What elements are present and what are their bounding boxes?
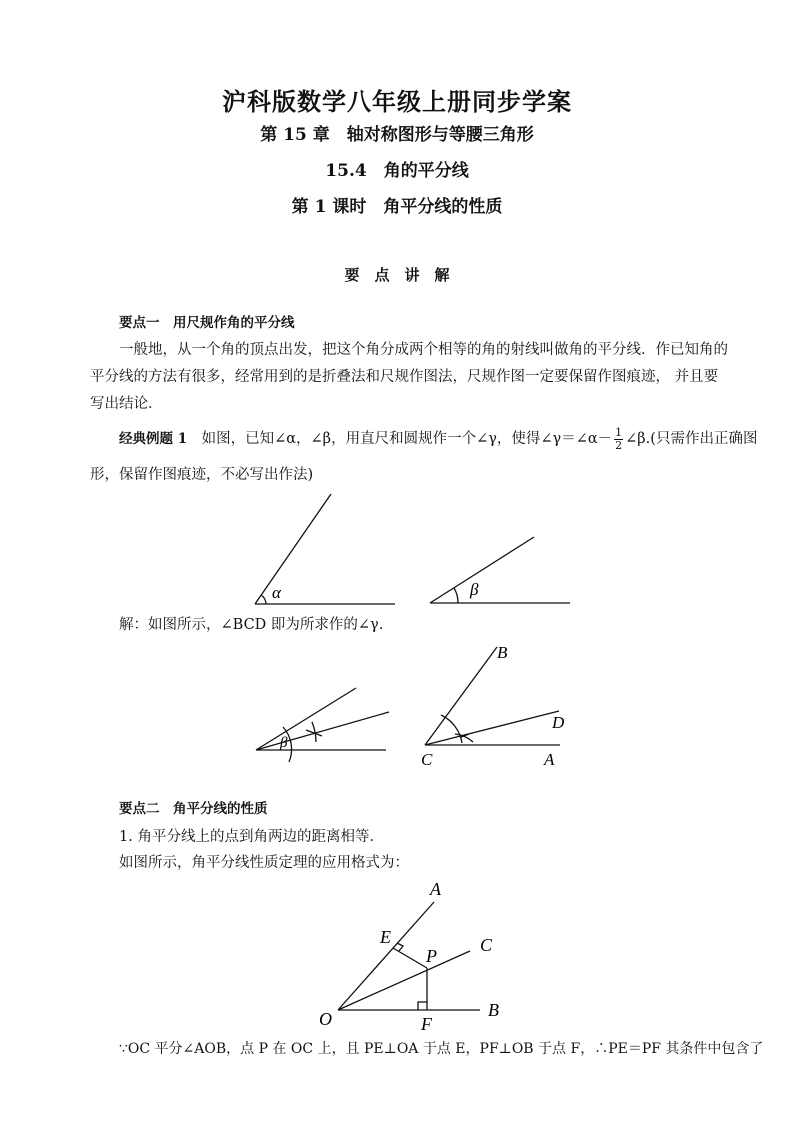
beta-label: β <box>470 580 479 599</box>
point2-heading: 要点二 角平分线的性质 <box>119 801 268 817</box>
point-A-label: A <box>544 750 555 769</box>
section-title: 15.4 角的平分线 <box>325 161 469 181</box>
fig-P-label: P <box>426 946 437 966</box>
fig-F-label: F <box>421 1014 432 1034</box>
point2-rule: 1. 角平分线上的点到角两边的距离相等． <box>119 829 384 845</box>
point-C-label: C <box>421 750 433 769</box>
lesson-title: 第 1 课时 角平分线的性质 <box>291 197 503 217</box>
example1-text-after: ∠β.(只需作出正确图 <box>625 431 758 447</box>
example1-line2: 形，保留作图痕迹，不必写出作法) <box>90 467 314 483</box>
fig-A-label: A <box>430 879 441 899</box>
point2-conclusion: ∵OC 平分∠AOB，点 P 在 OC 上，且 PE⊥OA 于点 E，PF⊥OB 于点 F，∴PE＝PF 其条件中包含了 <box>119 1041 764 1057</box>
key-points-heading: 要 点 讲 解 <box>344 266 450 284</box>
point-B-label: B <box>497 643 508 662</box>
point1-line3: 写出结论． <box>90 396 163 412</box>
solution-text: 解：如图所示，∠BCD 即为所求作的∠γ. <box>119 617 384 633</box>
chapter-title: 第 15 章 轴对称图形与等腰三角形 <box>260 125 534 145</box>
fig-C-label: C <box>480 935 493 955</box>
point2-intro: 如图所示，角平分线性质定理的应用格式为： <box>119 855 409 871</box>
point1-line2: 平分线的方法有很多，经常用到的是折叠法和尺规作图法，尺规作图一定要保留作图痕迹， 并且要 <box>90 369 719 385</box>
example1-label: 经典例题 1 <box>119 431 188 447</box>
point1-heading: 要点一 用尺规作角的平分线 <box>119 315 295 331</box>
alpha-label: α <box>272 583 281 602</box>
fig-O-label: O <box>319 1009 332 1029</box>
fig-B-label: B <box>488 1000 499 1020</box>
point1-line1: 一般地，从一个角的顶点出发，把这个角分成两个相等的角的射线叫做角的平分线．作已知角的 <box>119 342 728 358</box>
document-title: 沪科版数学八年级上册同步学案 <box>222 87 572 116</box>
fig-E-label: E <box>380 927 391 947</box>
example1-text-before: 如图，已知∠α，∠β，用直尺和圆规作一个∠γ，使得∠γ＝∠α－ <box>187 431 613 447</box>
construction-beta-label: β <box>280 735 288 751</box>
point-D-label: D <box>552 713 565 732</box>
fraction-numerator: 1 <box>615 425 623 439</box>
fraction-denominator: 2 <box>615 438 623 452</box>
